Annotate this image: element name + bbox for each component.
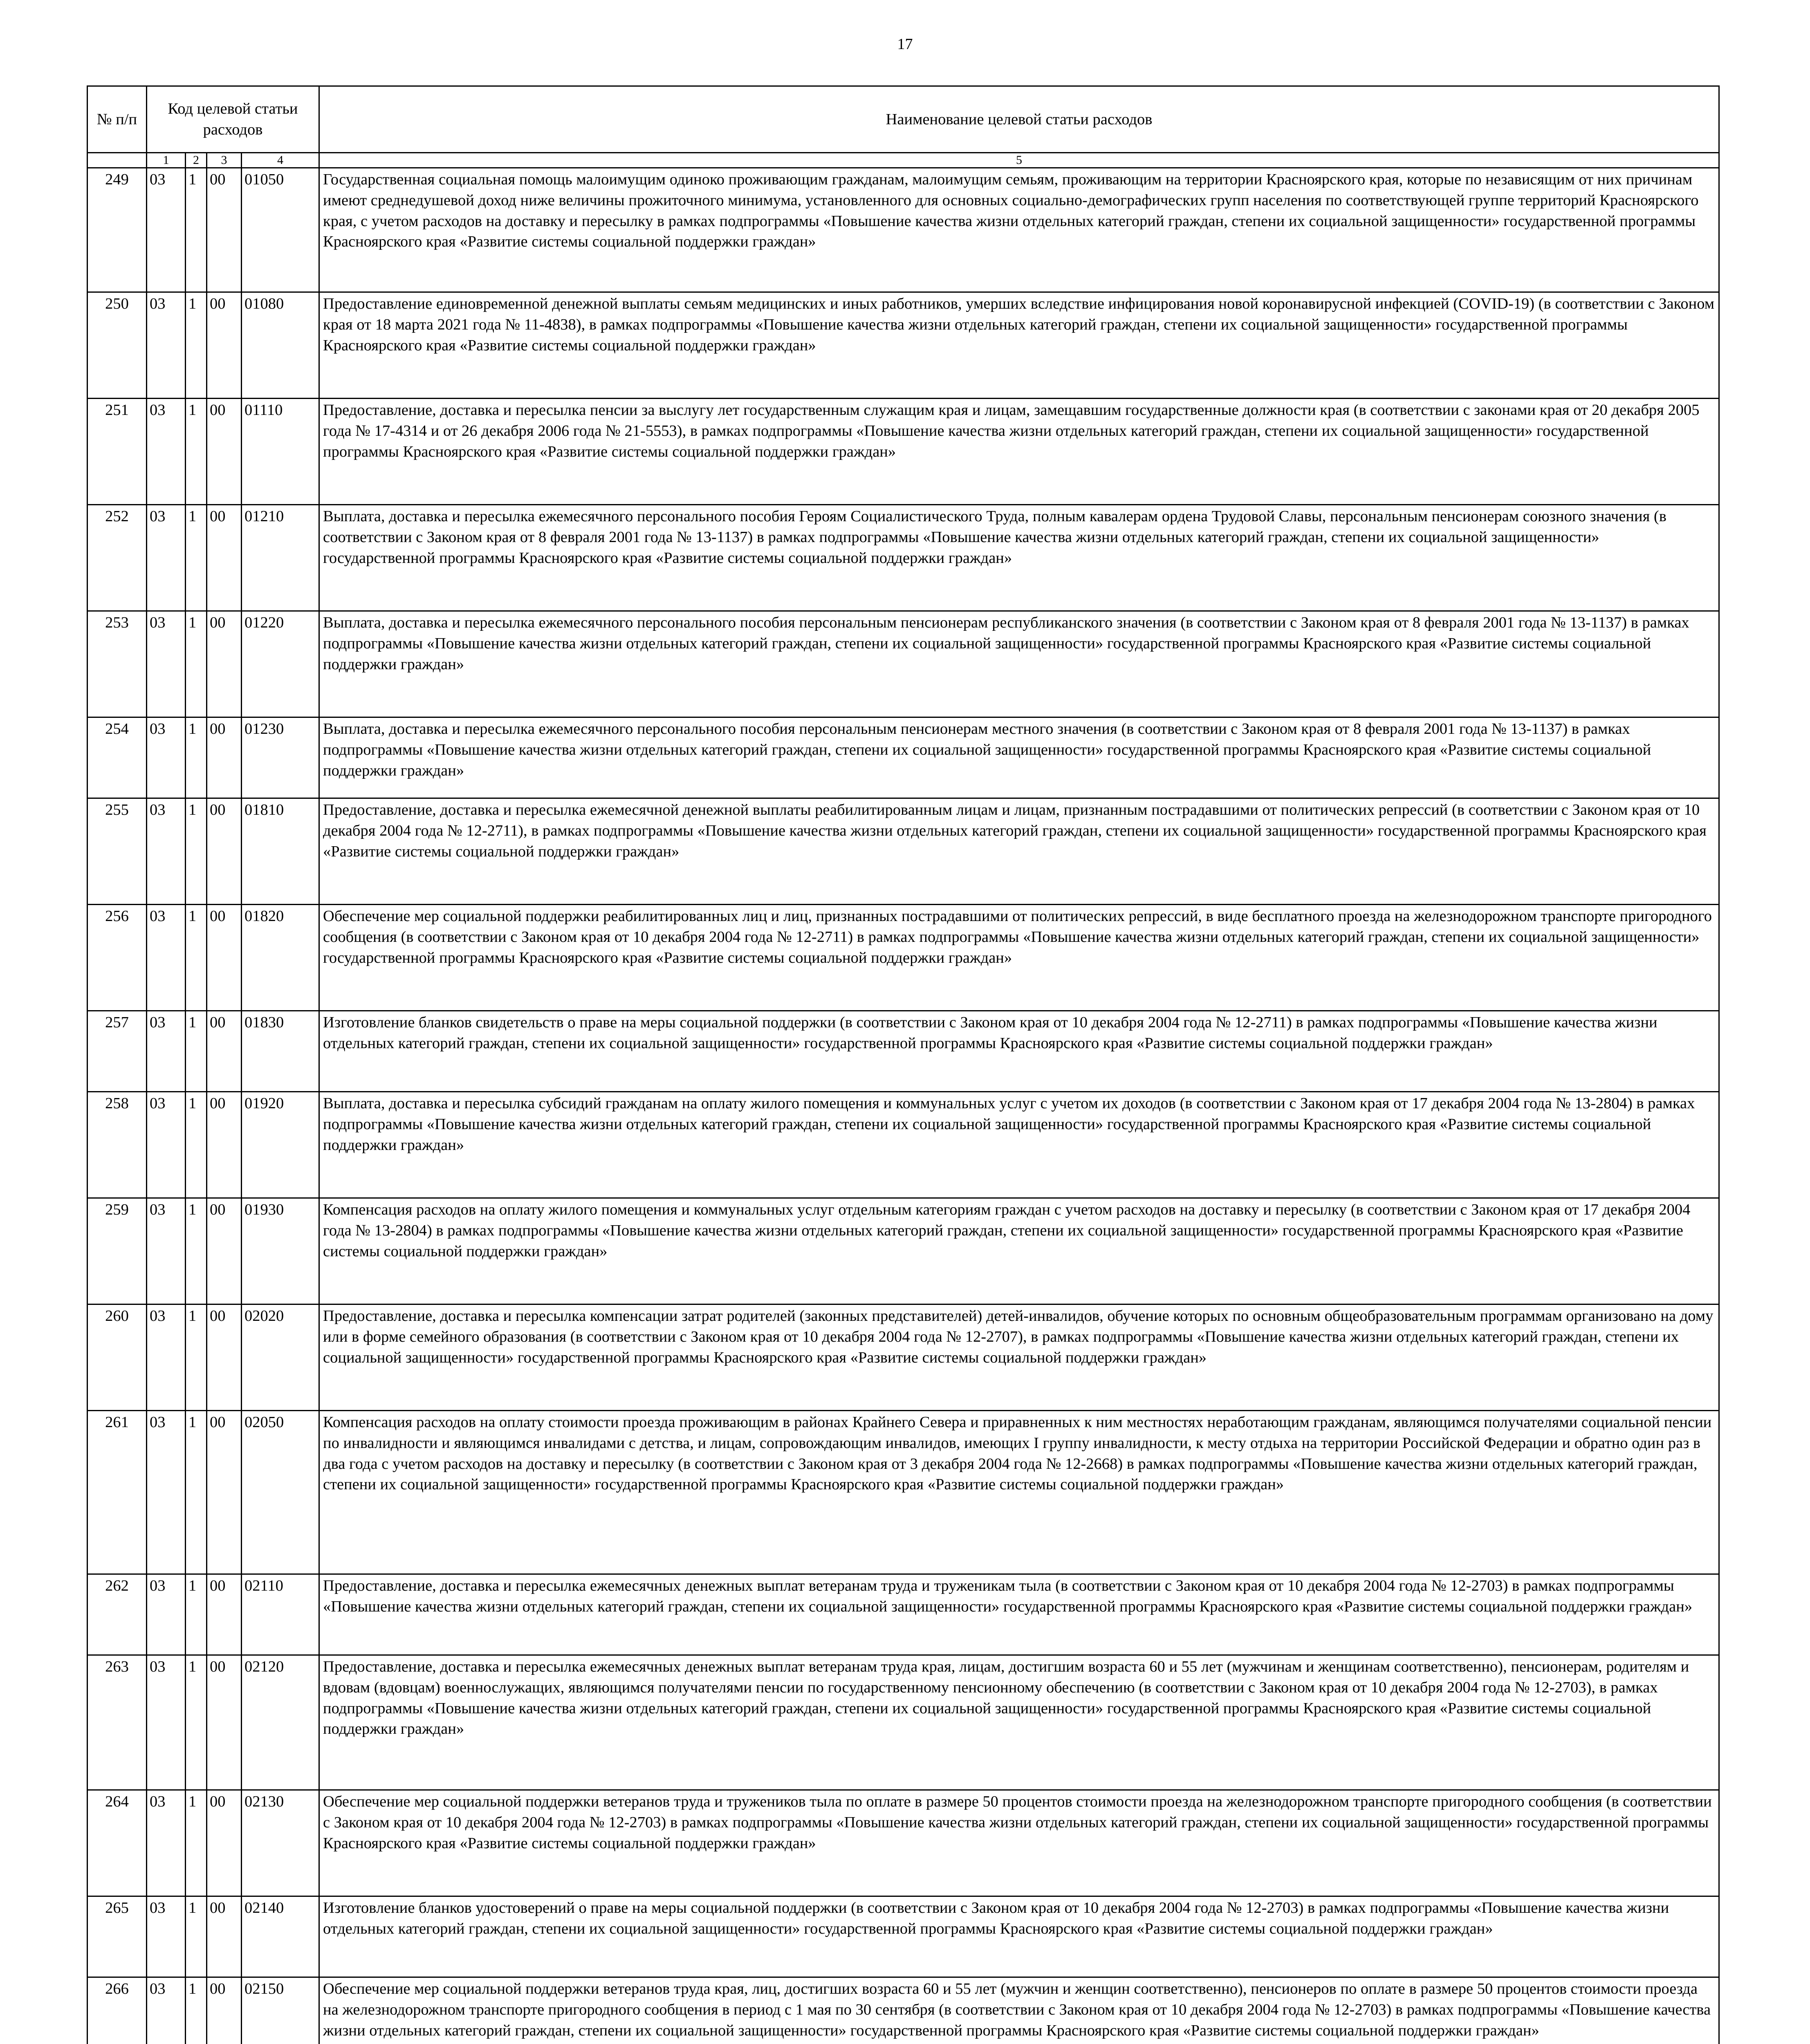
row-description: Предоставление, доставка и пересылка ежемесячных денежных выплат ветеранам труда и труженикам тыла (в соответствии с Законом края от 10 декабря 2004 года № 12-2703) в рамках подпрограммы «Повышение качества жизни отдельных категорий граждан, степени их социальной защищенности» государственной программы Красноярского края «Развитие системы социальной поддержки граждан» <box>319 1574 1719 1655</box>
column-number-empty <box>87 153 147 168</box>
row-description: Обеспечение мер социальной поддержки реабилитированных лиц и лиц, признанных пострадавшими от политических репрессий, в виде бесплатного проезда на железнодорожном транспорте пригородного сообщения (в соответствии с Законом края от 10 декабря 2004 года № 12-2711) в рамках подпрограммы «Повышение качества жизни отдельных категорий граждан, степени их социальной защищенности» государственной программы Красноярского края «Развитие системы социальной поддержки граждан» <box>319 905 1719 1011</box>
code-part-1: 03 <box>147 292 186 399</box>
code-part-2: 1 <box>186 1011 207 1092</box>
code-part-4: 02150 <box>242 1977 319 2044</box>
row-description: Компенсация расходов на оплату стоимости проезда проживающим в районах Крайнего Севера и приравненных к ним местностях неработающим гражданам, являющимся получателями социальной пенсии по инвалидности и являющимся инвалидами с детства, и лицам, сопровождающим инвалидов, имеющих I группу инвалидности, к месту отдыха на территории Российской Федерации и обратно один раз в два года с учетом расходов на доставку и пересылку (в соответствии с Законом края от 3 декабря 2004 года № 12-2668) в рамках подпрограммы «Повышение качества жизни отдельных категорий граждан, степени их социальной защищенности» государственной программы Красноярского края «Развитие системы социальной поддержки граждан» <box>319 1411 1719 1574</box>
table-row <box>87 1011 1719 1092</box>
table-row <box>87 292 1719 399</box>
code-part-2: 1 <box>186 1977 207 2044</box>
header-code: Код целевой статьи расходов <box>147 86 319 153</box>
table-body <box>87 168 1719 2044</box>
code-part-3: 00 <box>207 1655 242 1790</box>
code-part-4: 01810 <box>242 798 319 905</box>
code-part-1: 03 <box>147 505 186 611</box>
code-part-1: 03 <box>147 717 186 798</box>
code-part-4: 02140 <box>242 1896 319 1977</box>
target-expense-table <box>87 85 1720 2044</box>
code-part-1: 03 <box>147 1411 186 1574</box>
column-number: 3 <box>207 153 242 168</box>
code-part-2: 1 <box>186 292 207 399</box>
code-part-3: 00 <box>207 399 242 505</box>
row-description: Выплата, доставка и пересылка субсидий гражданам на оплату жилого помещения и коммунальных услуг с учетом их доходов (в соответствии с Законом края от 17 декабря 2004 года № 13-2804) в рамках подпрограммы «Повышение качества жизни отдельных категорий граждан, степени их социальной защищенности» государственной программы Красноярского края «Развитие системы социальной поддержки граждан» <box>319 1092 1719 1198</box>
code-part-3: 00 <box>207 1790 242 1896</box>
column-number: 2 <box>186 153 207 168</box>
code-part-1: 03 <box>147 798 186 905</box>
code-part-4: 01920 <box>242 1092 319 1198</box>
code-part-1: 03 <box>147 1977 186 2044</box>
table-row <box>87 1896 1719 1977</box>
code-part-4: 02050 <box>242 1411 319 1574</box>
row-description: Предоставление единовременной денежной выплаты семьям медицинских и иных работников, умерших вследствие инфицирования новой коронавирусной инфекцией (COVID-19) (в соответствии с Законом края от 18 марта 2021 года № 11-4838), в рамках подпрограммы «Повышение качества жизни отдельных категорий граждан, степени их социальной защищенности» государственной программы Красноярского края «Развитие системы социальной поддержки граждан» <box>319 292 1719 399</box>
column-number: 1 <box>147 153 186 168</box>
row-number: 261 <box>87 1411 147 1574</box>
table-row <box>87 505 1719 611</box>
row-description: Обеспечение мер социальной поддержки ветеранов труда и тружеников тыла по оплате в размере 50 процентов стоимости проезда на железнодорожном транспорте пригородного сообщения (в соответствии с Законом края от 10 декабря 2004 года № 12-2703) в рамках подпрограммы «Повышение качества жизни отдельных категорий граждан, степени их социальной защищенности» государственной программы Красноярского края «Развитие системы социальной поддержки граждан» <box>319 1790 1719 1896</box>
code-part-2: 1 <box>186 1574 207 1655</box>
table-row <box>87 168 1719 292</box>
code-part-2: 1 <box>186 505 207 611</box>
code-part-2: 1 <box>186 1655 207 1790</box>
code-part-4: 01210 <box>242 505 319 611</box>
code-part-4: 01230 <box>242 717 319 798</box>
code-part-2: 1 <box>186 1092 207 1198</box>
table-row <box>87 905 1719 1011</box>
code-part-2: 1 <box>186 1896 207 1977</box>
code-part-1: 03 <box>147 1011 186 1092</box>
table-row <box>87 1574 1719 1655</box>
table-row <box>87 1092 1719 1198</box>
code-part-3: 00 <box>207 1198 242 1304</box>
code-part-4: 02130 <box>242 1790 319 1896</box>
row-number: 265 <box>87 1896 147 1977</box>
code-part-3: 00 <box>207 168 242 292</box>
row-number: 255 <box>87 798 147 905</box>
row-number: 266 <box>87 1977 147 2044</box>
code-part-3: 00 <box>207 1092 242 1198</box>
code-part-4: 01930 <box>242 1198 319 1304</box>
row-description: Выплата, доставка и пересылка ежемесячного персонального пособия персональным пенсионерам республиканского значения (в соответствии с Законом края от 8 февраля 2001 года № 13-1137) в рамках подпрограммы «Повышение качества жизни отдельных категорий граждан, степени их социальной защищенности» государственной программы Красноярского края «Развитие системы социальной поддержки граждан» <box>319 611 1719 717</box>
table-row <box>87 399 1719 505</box>
row-number: 257 <box>87 1011 147 1092</box>
code-part-3: 00 <box>207 1011 242 1092</box>
code-part-3: 00 <box>207 1896 242 1977</box>
column-number: 4 <box>242 153 319 168</box>
code-part-3: 00 <box>207 1411 242 1574</box>
code-part-3: 00 <box>207 611 242 717</box>
row-description: Выплата, доставка и пересылка ежемесячного персонального пособия Героям Социалистического Труда, полным кавалерам ордена Трудовой Славы, персональным пенсионерам союзного значения (в соответствии с Законом края от 8 февраля 2001 года № 13-1137) в рамках подпрограммы «Повышение качества жизни отдельных категорий граждан, степени их социальной защищенности» государственной программы Красноярского края «Развитие системы социальной поддержки граждан» <box>319 505 1719 611</box>
row-number: 249 <box>87 168 147 292</box>
code-part-2: 1 <box>186 1304 207 1411</box>
code-part-1: 03 <box>147 1304 186 1411</box>
code-part-3: 00 <box>207 905 242 1011</box>
table-row <box>87 1304 1719 1411</box>
code-part-1: 03 <box>147 1655 186 1790</box>
code-part-4: 01080 <box>242 292 319 399</box>
row-number: 258 <box>87 1092 147 1198</box>
code-part-1: 03 <box>147 1198 186 1304</box>
code-part-1: 03 <box>147 399 186 505</box>
column-numbers-row <box>87 153 1719 168</box>
code-part-2: 1 <box>186 1411 207 1574</box>
table-row <box>87 798 1719 905</box>
row-description: Изготовление бланков удостоверений о праве на меры социальной поддержки (в соответствии с Законом края от 10 декабря 2004 года № 12-2703) в рамках подпрограммы «Повышение качества жизни отдельных категорий граждан, степени их социальной защищенности» государственной программы Красноярского края «Развитие системы социальной поддержки граждан» <box>319 1896 1719 1977</box>
code-part-4: 01220 <box>242 611 319 717</box>
code-part-2: 1 <box>186 717 207 798</box>
table-row <box>87 611 1719 717</box>
code-part-1: 03 <box>147 1896 186 1977</box>
row-description: Изготовление бланков свидетельств о праве на меры социальной поддержки (в соответствии с Законом края от 10 декабря 2004 года № 12-2711) в рамках подпрограммы «Повышение качества жизни отдельных категорий граждан, степени их социальной защищенности» государственной программы Красноярского края «Развитие системы социальной поддержки граждан» <box>319 1011 1719 1092</box>
code-part-3: 00 <box>207 505 242 611</box>
row-description: Предоставление, доставка и пересылка пенсии за выслугу лет государственным служащим края и лицам, замещавшим государственные должности края (в соответствии с законами края от 20 декабря 2005 года № 17-4314 и от 26 декабря 2006 года № 21-5553), в рамках подпрограммы «Повышение качества жизни отдельных категорий граждан, степени их социальной защищенности» государственной программы Красноярского края «Развитие системы социальной поддержки граждан» <box>319 399 1719 505</box>
row-description: Предоставление, доставка и пересылка ежемесячных денежных выплат ветеранам труда края, лицам, достигшим возраста 60 и 55 лет (мужчинам и женщинам соответственно), пенсионерам, родителям и вдовам (вдовцам) военнослужащих, являющимся получателями пенсии по государственному пенсионному обеспечению (в соответствии с Законом края от 10 декабря 2004 года № 12-2703), в рамках подпрограммы «Повышение качества жизни отдельных категорий граждан, степени их социальной защищенности» государственной программы Красноярского края «Развитие системы социальной поддержки граждан» <box>319 1655 1719 1790</box>
code-part-4: 02020 <box>242 1304 319 1411</box>
table-header-row <box>87 86 1719 153</box>
code-part-3: 00 <box>207 1574 242 1655</box>
code-part-3: 00 <box>207 292 242 399</box>
row-number: 252 <box>87 505 147 611</box>
table-row <box>87 1411 1719 1574</box>
table-row <box>87 1655 1719 1790</box>
code-part-3: 00 <box>207 798 242 905</box>
code-part-2: 1 <box>186 905 207 1011</box>
table-row <box>87 1198 1719 1304</box>
row-number: 254 <box>87 717 147 798</box>
row-description: Выплата, доставка и пересылка ежемесячного персонального пособия персональным пенсионерам местного значения (в соответствии с Законом края от 8 февраля 2001 года № 13-1137) в рамках подпрограммы «Повышение качества жизни отдельных категорий граждан, степени их социальной защищенности» государственной программы Красноярского края «Развитие системы социальной поддержки граждан» <box>319 717 1719 798</box>
code-part-2: 1 <box>186 399 207 505</box>
code-part-3: 00 <box>207 1304 242 1411</box>
column-number: 5 <box>319 153 1719 168</box>
code-part-4: 02120 <box>242 1655 319 1790</box>
row-number: 262 <box>87 1574 147 1655</box>
row-number: 264 <box>87 1790 147 1896</box>
row-number: 250 <box>87 292 147 399</box>
header-num: № п/п <box>87 86 147 153</box>
code-part-2: 1 <box>186 1198 207 1304</box>
row-number: 260 <box>87 1304 147 1411</box>
code-part-1: 03 <box>147 611 186 717</box>
code-part-4: 02110 <box>242 1574 319 1655</box>
code-part-3: 00 <box>207 1977 242 2044</box>
row-number: 253 <box>87 611 147 717</box>
code-part-2: 1 <box>186 611 207 717</box>
code-part-1: 03 <box>147 168 186 292</box>
code-part-2: 1 <box>186 798 207 905</box>
code-part-1: 03 <box>147 1790 186 1896</box>
row-number: 263 <box>87 1655 147 1790</box>
code-part-1: 03 <box>147 1092 186 1198</box>
code-part-2: 1 <box>186 168 207 292</box>
code-part-3: 00 <box>207 717 242 798</box>
table-row <box>87 1790 1719 1896</box>
row-description: Обеспечение мер социальной поддержки ветеранов труда края, лиц, достигших возраста 60 и 55 лет (мужчин и женщин соответственно), пенсионеров по оплате в размере 50 процентов стоимости проезда на железнодорожном транспорте пригородного сообщения в период с 1 мая по 30 сентября (в соответствии с Законом края от 10 декабря 2004 года № 12-2703) в рамках подпрограммы «Повышение качества жизни отдельных категорий граждан, степени их социальной защищенности» государственной программы Красноярского края «Развитие системы социальной поддержки граждан» <box>319 1977 1719 2044</box>
code-part-1: 03 <box>147 905 186 1011</box>
row-number: 256 <box>87 905 147 1011</box>
code-part-4: 01050 <box>242 168 319 292</box>
code-part-4: 01820 <box>242 905 319 1011</box>
code-part-4: 01110 <box>242 399 319 505</box>
page-number: 17 <box>897 36 913 53</box>
row-description: Компенсация расходов на оплату жилого помещения и коммунальных услуг отдельным категориям граждан с учетом расходов на доставку и пересылку (в соответствии с Законом края от 17 декабря 2004 года № 13-2804) в рамках подпрограммы «Повышение качества жизни отдельных категорий граждан, степени их социальной защищенности» государственной программы Красноярского края «Развитие системы социальной поддержки граждан» <box>319 1198 1719 1304</box>
row-number: 251 <box>87 399 147 505</box>
code-part-4: 01830 <box>242 1011 319 1092</box>
code-part-1: 03 <box>147 1574 186 1655</box>
table-row <box>87 1977 1719 2044</box>
header-name: Наименование целевой статьи расходов <box>319 86 1719 153</box>
table-row <box>87 717 1719 798</box>
row-number: 259 <box>87 1198 147 1304</box>
row-description: Предоставление, доставка и пересылка ежемесячной денежной выплаты реабилитированным лицам и лицам, признанным пострадавшими от политических репрессий (в соответствии с Законом края от 10 декабря 2004 года № 12-2711), в рамках подпрограммы «Повышение качества жизни отдельных категорий граждан, степени их социальной защищенности» государственной программы Красноярского края «Развитие системы социальной поддержки граждан» <box>319 798 1719 905</box>
row-description: Предоставление, доставка и пересылка компенсации затрат родителей (законных представителей) детей-инвалидов, обучение которых по основным общеобразовательным программам организовано на дому или в форме семейного образования (в соответствии с Законом края от 10 декабря 2004 года № 12-2707), в рамках подпрограммы «Повышение качества жизни отдельных категорий граждан, степени их социальной защищенности» государственной программы Красноярского края «Развитие системы социальной поддержки граждан» <box>319 1304 1719 1411</box>
row-description: Государственная социальная помощь малоимущим одиноко проживающим гражданам, малоимущим семьям, проживающим на территории Красноярского края, которые по независящим от них причинам имеют среднедушевой доход ниже величины прожиточного минимума, установленного для основных социально-демографических групп населения по соответствующей группе территорий Красноярского края, с учетом расходов на доставку и пересылку в рамках подпрограммы «Повышение качества жизни отдельных категорий граждан, степени их социальной защищенности» государственной программы Красноярского края «Развитие системы социальной поддержки граждан» <box>319 168 1719 292</box>
code-part-2: 1 <box>186 1790 207 1896</box>
